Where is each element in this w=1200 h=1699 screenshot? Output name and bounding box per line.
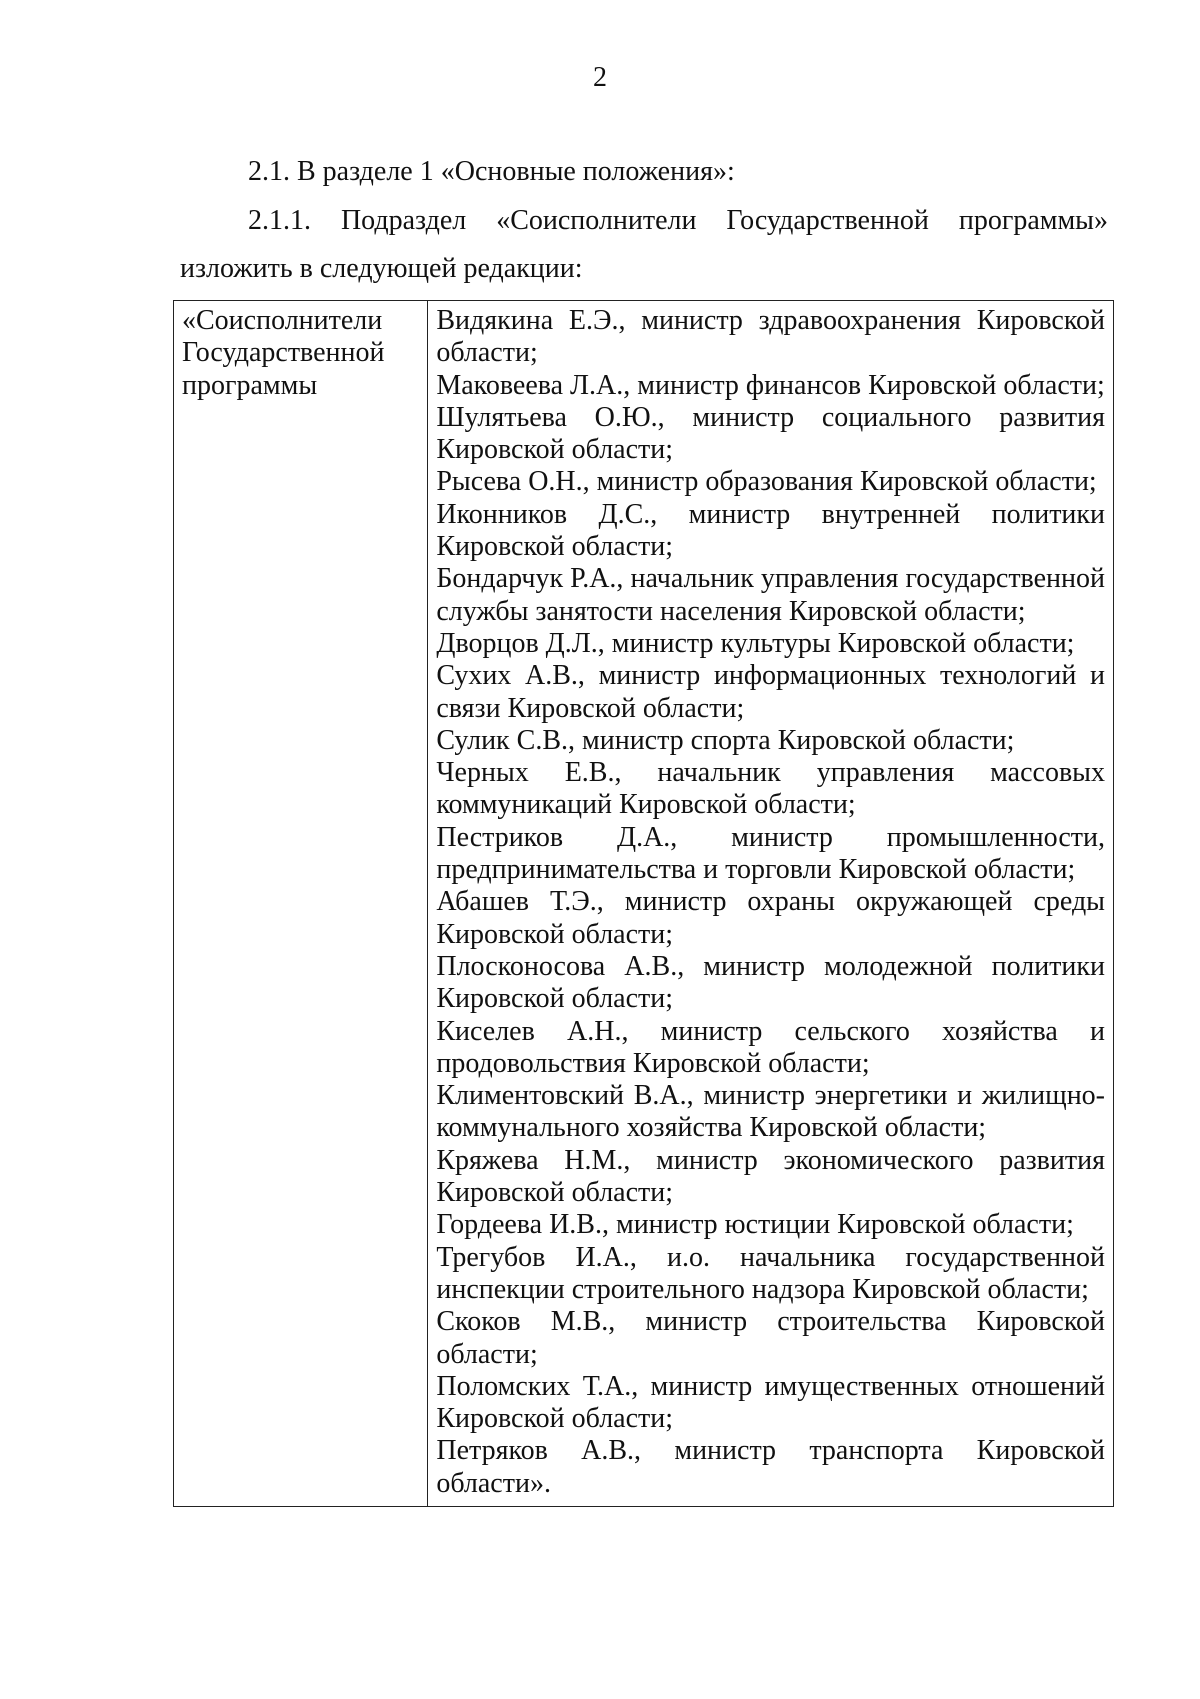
list-item: Шулятьева О.Ю., министр социального развития Кировской области; [436, 401, 1105, 466]
paragraph-continuation: изложить в следующей редакции: [180, 253, 583, 284]
list-item: Абашев Т.Э., министр охраны окружающей среды Кировской области; [436, 886, 1105, 950]
table-content-cell [428, 301, 1114, 1507]
list-item: Гордеева И.В., министр юстиции Кировской области; [436, 1209, 1074, 1241]
list-item: Дворцов Д.Л., министр культуры Кировской области; [436, 627, 1075, 659]
list-item: Климентовский В.А., министр энергетики и жилищно-коммунального хозяйства Кировской области; [436, 1080, 1105, 1144]
co-executors-table [173, 300, 1114, 1507]
paragraph-section-2-1: 2.1. В разделе 1 «Основные положения»: [248, 156, 735, 187]
list-item: Киселев А.Н., министр сельского хозяйства и продовольствия Кировской области; [436, 1015, 1105, 1079]
list-item: Рысева О.Н., министр образования Кировской области; [436, 466, 1097, 498]
list-item: Скоков М.В., министр строительства Кировской области; [436, 1306, 1105, 1370]
list-item: Маковеева Л.А., министр финансов Кировской области; [436, 369, 1105, 401]
list-item: Видякина Е.Э., министр здравоохранения Кировской области; [436, 305, 1105, 369]
list-item: Бондарчук Р.А., начальник управления государственной службы занятости населения Кировской области; [436, 563, 1105, 627]
list-item: Иконников Д.С., министр внутренней политики Кировской области; [436, 498, 1105, 563]
table-label: «Соисполнители Государственной программы [182, 305, 385, 401]
list-item: Петряков А.В., министр транспорта Кировской области». [436, 1435, 1105, 1499]
list-item: Пестриков Д.А., министр промышленности, предпринимательства и торговли Кировской области; [436, 821, 1105, 886]
page-number: 2 [593, 62, 607, 93]
table-label-cell [174, 301, 428, 1507]
list-item: Черных Е.В., начальник управления массовых коммуникаций Кировской области; [436, 757, 1105, 821]
list-item: Поломских Т.А., министр имущественных отношений Кировской области; [436, 1370, 1105, 1435]
list-item: Сулик С.В., министр спорта Кировской области; [436, 724, 1015, 756]
list-item: Сухих А.В., министр информационных технологий и связи Кировской области; [436, 660, 1105, 724]
list-item: Кряжева Н.М., министр экономического развития Кировской области; [436, 1144, 1105, 1209]
list-item: Трегубов И.А., и.о. начальника государственной инспекции строительного надзора Кировской области; [436, 1241, 1105, 1305]
paragraph-subsection-2-1-1: 2.1.1. Подраздел «Соисполнители Государственной программы» [248, 205, 1108, 236]
list-item: Плосконосова А.В., министр молодежной политики Кировской области; [436, 950, 1105, 1015]
table-row [174, 301, 1114, 1507]
